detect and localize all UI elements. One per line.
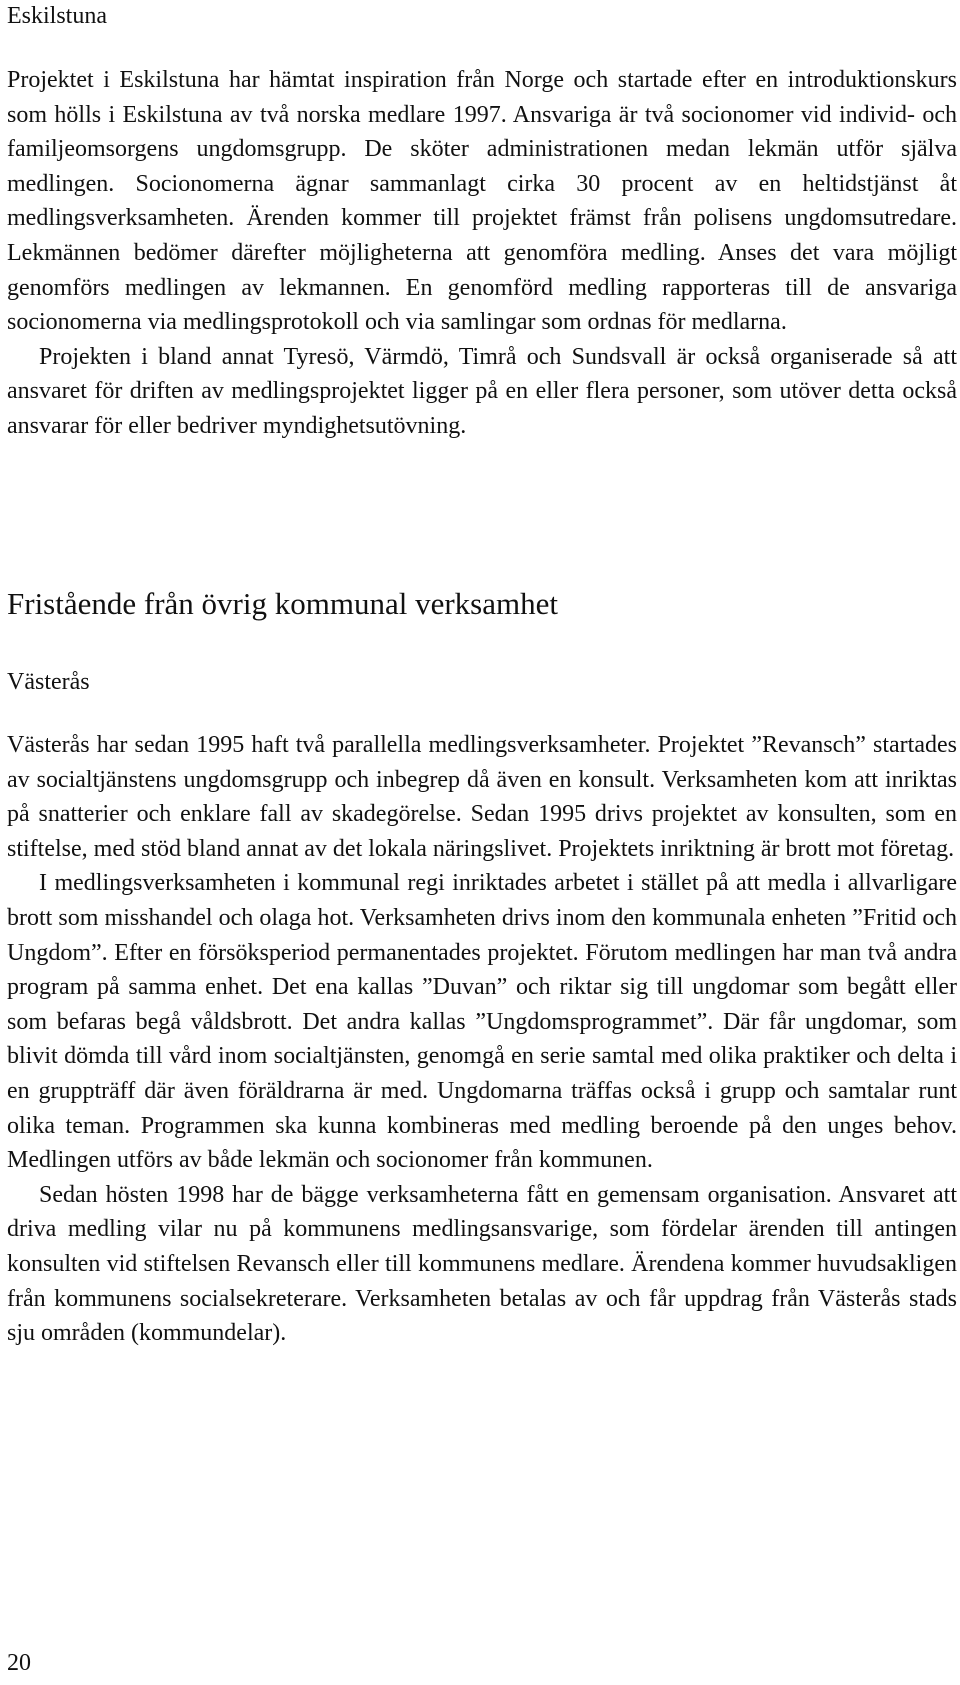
section-heading-vasteras: Västerås [7, 669, 90, 695]
paragraph-vasteras-1: Västerås har sedan 1995 haft två parallella medlingsverksamheter. Projektet ”Revansch” startades av socialtjänstens ungdomsgrupp och inbegrep då även en konsult. Verksamheten kom att inriktas på snatterier och enklare fall av skadegörelse. Sedan 1995 drivs projektet av konsulten, som en stiftelse, med stöd bland annat av det lokala näringslivet. Projektets inriktning är brott mot företag. [7, 732, 957, 862]
eskilstuna-text-block [7, 63, 957, 444]
paragraph-eskilstuna-2: Projekten i bland annat Tyresö, Värmdö, Timrå och Sundsvall är också organiserade så att ansvaret för driften av medlingsprojektet ligger på en eller flera personer, som utöver detta också ansvarar för eller bedriver myndighetsutövning. [7, 343, 957, 439]
section-heading-eskilstuna: Eskilstuna [7, 3, 107, 29]
vasteras-text-block [7, 728, 957, 1351]
paragraph-eskilstuna-1: Projektet i Eskilstuna har hämtat inspiration från Norge och startade efter en introduktionskurs som hölls i Eskilstuna av två norska medlare 1997. Ansvariga är två socionomer vid individ- och familjeomsorgens ungdomsgrupp. De sköter administrationen medan lekmän utför själva medlingen. Socionomerna ägnar sammanlagt cirka 30 procent av en heltidstjänst åt medlingsverksamheten. Ärenden kommer till projektet främst från polisens ungdomsutredare. Lekmännen bedömer därefter möjligheterna att genomföra medling. Anses det vara möjligt genomförs medlingen av lekmannen. En genomförd medling rapporteras till de ansvariga socionomerna via medlingsprotokoll och via samlingar som ordnas för medlarna. [7, 67, 957, 336]
chapter-heading-fristaende: Fristående från övrig kommunal verksamhet [7, 586, 558, 621]
paragraph-vasteras-3: Sedan hösten 1998 har de bägge verksamheterna fått en gemensam organisation. Ansvaret att driva medling vilar nu på kommunens medlingsansvarige, som fördelar ärenden till antingen konsulten vid stiftelsen Revansch eller till kommunens medlare. Ärendena kommer huvudsakligen från kommunens socialsekreterare. Verksamheten betalas av och får uppdrag från Västerås stads sju områden (kommundelar). [7, 1181, 957, 1347]
paragraph-vasteras-2: I medlingsverksamheten i kommunal regi inriktades arbetet i stället på att medla i allvarligare brott som misshandel och olaga hot. Verksamheten drivs inom den kommunala enheten ”Fritid och Ungdom”. Efter en försöksperiod permanentades projektet. Förutom medlingen har man två andra program på samma enhet. Det ena kallas ”Duvan” och riktar sig till ungdomar som begått eller som befaras begå våldsbrott. Det andra kallas ”Ungdomsprogrammet”. Där får ungdomar, som blivit dömda till vård inom socialtjänsten, genomgå en serie samtal med olika praktiker och delta i en gruppträff där även föräldrarna är med. Ungdomarna träffas också i grupp och samtalar runt olika teman. Programmen ska kunna kombineras med medling beroende på den unges behov. Medlingen utförs av både lekmän och socionomer från kommunen. [7, 870, 957, 1174]
page-number: 20 [7, 1650, 31, 1676]
